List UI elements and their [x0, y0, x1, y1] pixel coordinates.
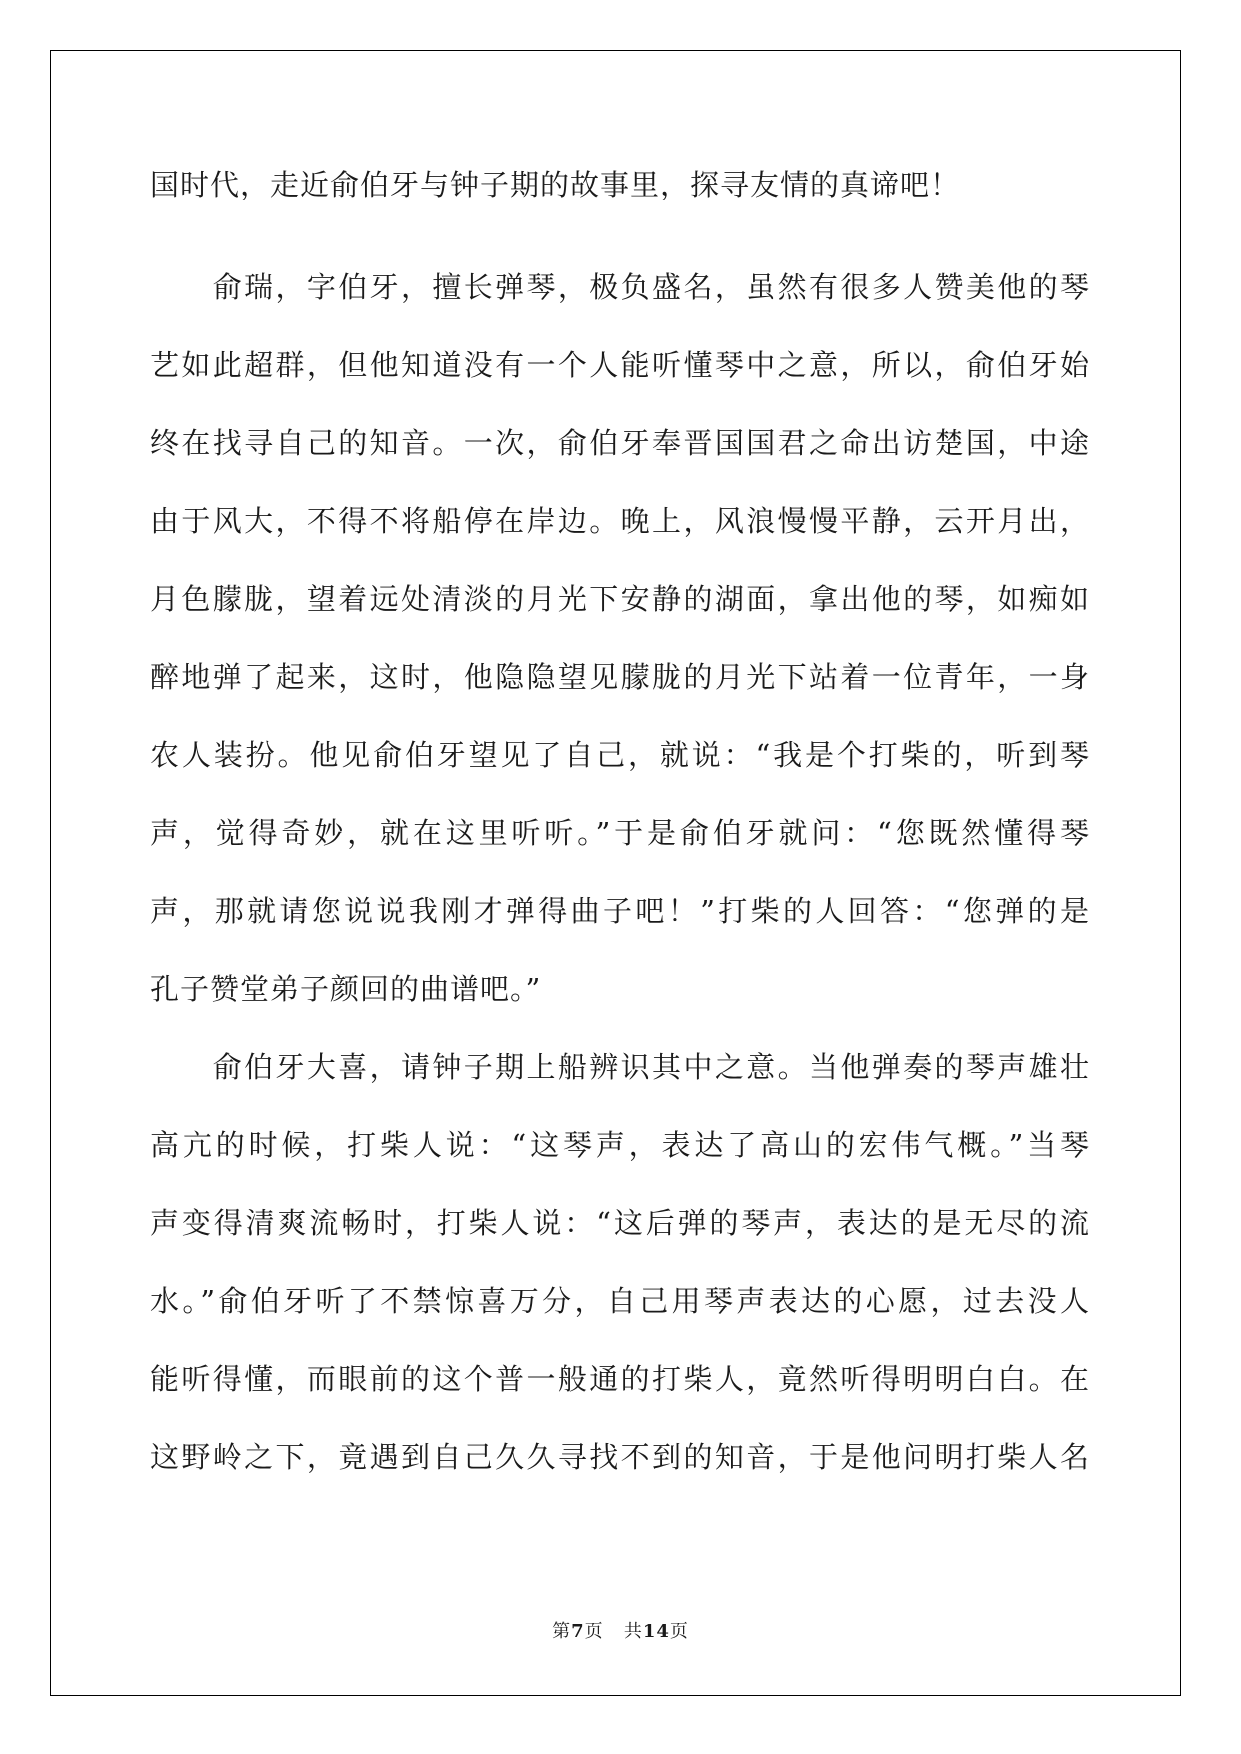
- text-line: 农人装扮。他见俞伯牙望见了自己，就说：“我是个打柴的，听到琴: [150, 738, 1090, 772]
- total-pages: 14: [642, 1621, 670, 1642]
- text-line: 这野岭之下，竟遇到自己久久寻找不到的知音，于是他问明打柴人名: [150, 1440, 1090, 1474]
- total-prefix: 共: [623, 1621, 643, 1642]
- text-line: 能听得懂，而眼前的这个普一般通的打柴人，竟然听得明明白白。在: [150, 1362, 1090, 1396]
- text-line: 声变得清爽流畅时，打柴人说：“这后弹的琴声，表达的是无尽的流: [150, 1206, 1090, 1240]
- text-line: 声，那就请您说说我刚才弹得曲子吧！”打柴的人回答：“您弹的是: [150, 894, 1090, 928]
- text-line: 月色朦胧，望着远处清淡的月光下安静的湖面，拿出他的琴，如痴如: [150, 582, 1090, 616]
- text-line: 俞瑞，字伯牙，擅长弹琴，极负盛名，虽然有很多人赞美他的琴: [150, 270, 1090, 304]
- text-line: 俞伯牙大喜，请钟子期上船辨识其中之意。当他弹奏的琴声雄壮: [150, 1050, 1090, 1084]
- body-text: [150, 160, 1090, 1496]
- text-line: 终在找寻自己的知音。一次，俞伯牙奉晋国国君之命出访楚国，中途: [150, 426, 1090, 460]
- text-line: 由于风大，不得不将船停在岸边。晚上，风浪慢慢平静，云开月出，: [150, 504, 1090, 538]
- text-line: 水。”俞伯牙听了不禁惊喜万分，自己用琴声表达的心愿，过去没人: [150, 1284, 1090, 1318]
- text-line: 孔子赞堂弟子颜回的曲谱吧。”: [150, 972, 542, 1006]
- text-line: 醉地弹了起来，这时，他隐隐望见朦胧的月光下站着一位青年，一身: [150, 660, 1090, 694]
- text-line: 声，觉得奇妙，就在这里听听。”于是俞伯牙就问：“您既然懂得琴: [150, 816, 1090, 850]
- page-footer: [0, 1617, 1241, 1643]
- page-number: 7: [571, 1621, 585, 1642]
- footer-prefix: 第: [552, 1621, 572, 1642]
- text-line: 国时代，走近俞伯牙与钟子期的故事里，探寻友情的真谛吧！: [150, 170, 961, 200]
- page-suffix: 页: [584, 1621, 604, 1642]
- text-line: 高亢的时候，打柴人说：“这琴声，表达了高山的宏伟气概。”当琴: [150, 1128, 1090, 1162]
- total-suffix: 页: [669, 1621, 689, 1642]
- text-line: 艺如此超群，但他知道没有一个人能听懂琴中之意，所以，俞伯牙始: [150, 348, 1090, 382]
